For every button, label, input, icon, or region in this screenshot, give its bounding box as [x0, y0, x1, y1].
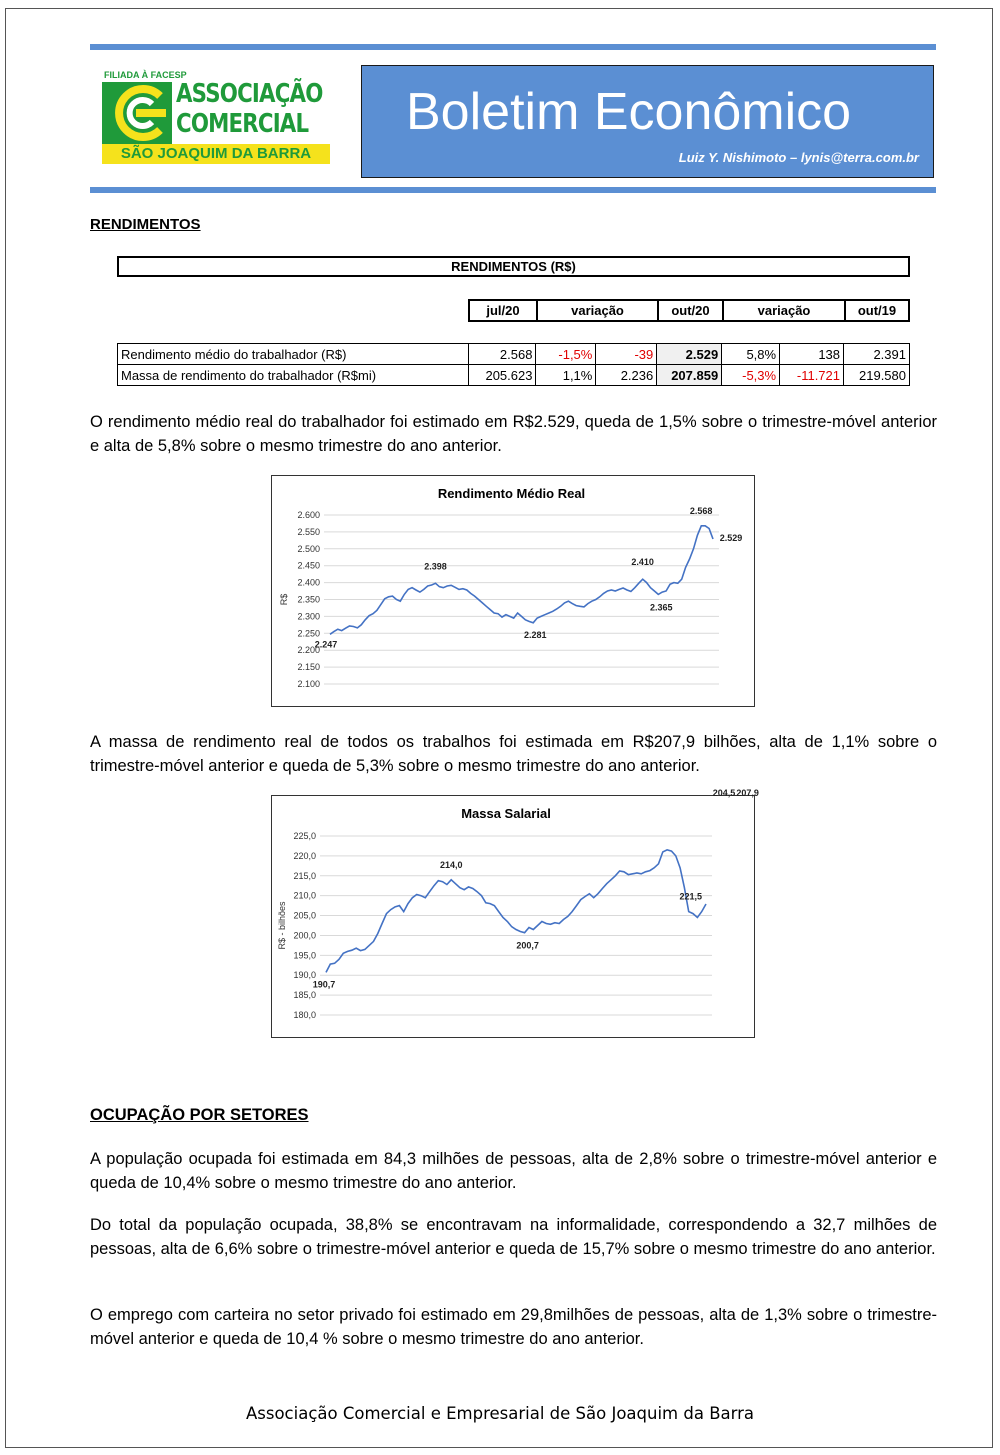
- y-tick-label: 205,0: [293, 910, 316, 921]
- page-title: Boletim Econômico: [406, 83, 852, 141]
- chart-svg: [272, 788, 759, 1037]
- chart-svg: [272, 476, 754, 706]
- data-label: 2.365: [650, 602, 673, 613]
- data-label: 214,0: [439, 859, 463, 870]
- cell-var1-pct: 1,1%: [536, 365, 596, 386]
- cell-var2-pct: -5,3%: [722, 365, 780, 386]
- cell-var1-abs: -39: [596, 344, 657, 365]
- chart-rendimento-medio: [271, 475, 755, 707]
- logo-line1: ASSOCIAÇÃO: [176, 79, 323, 109]
- cell-out20: 2.529: [657, 344, 722, 365]
- y-tick-label: 190,0: [293, 970, 316, 981]
- row-label: Massa de rendimento do trabalhador (R$mi): [118, 365, 469, 386]
- chart-massa-salarial: [271, 788, 759, 1038]
- y-tick-label: 2.300: [297, 611, 320, 622]
- logo-line2: COMERCIAL: [176, 109, 309, 139]
- col-header-out20: out/20: [657, 299, 724, 322]
- col-header-jul20: jul/20: [468, 299, 538, 322]
- data-label: 204,5: [712, 788, 736, 798]
- data-label: 207,9: [736, 788, 759, 798]
- data-label: 2.281: [523, 629, 547, 640]
- y-tick-label: 220,0: [293, 850, 316, 861]
- table-title: RENDIMENTOS (R$): [117, 256, 910, 277]
- row-label: Rendimento médio do trabalhador (R$): [118, 344, 469, 365]
- cell-var1-abs: 2.236: [596, 365, 657, 386]
- series-line: [326, 850, 706, 973]
- cell-var2-pct: 5,8%: [722, 344, 780, 365]
- col-header-variacao-2: variação: [722, 299, 846, 322]
- cell-out19: 2.391: [844, 344, 910, 365]
- paragraph-populacao-ocupada: A população ocupada foi estimada em 84,3 milhões de pessoas, alta de 2,8% sobre o trimestre-móvel anterior e queda de 10,4% sobre o mesmo trimestre do ano anterior.: [90, 1150, 937, 1192]
- data-label: 2.247: [314, 639, 338, 650]
- y-tick-label: 180,0: [293, 1010, 316, 1020]
- table-row: [118, 344, 910, 365]
- top-rule: [90, 44, 936, 50]
- title-banner: [361, 65, 934, 178]
- cell-jul20: 205.623: [468, 365, 536, 386]
- cell-var2-abs: -11.721: [780, 365, 844, 386]
- footer: Associação Comercial e Empresarial de São Joaquim da Barra: [245, 1404, 755, 1423]
- data-label: 2.410: [631, 557, 654, 568]
- y-axis-label: R$ - bilhões: [277, 901, 287, 950]
- y-tick-label: 2.100: [297, 679, 320, 689]
- cell-out19: 219.580: [844, 365, 910, 386]
- series-line: [330, 526, 713, 635]
- y-tick-label: 2.400: [297, 577, 320, 588]
- y-tick-label: 2.550: [297, 526, 320, 537]
- cell-var2-abs: 138: [780, 344, 844, 365]
- y-tick-label: 2.500: [297, 543, 320, 554]
- logo-city: SÃO JOAQUIM DA BARRA: [102, 144, 330, 164]
- y-tick-label: 2.350: [297, 594, 320, 605]
- chart-title: Rendimento Médio Real: [437, 486, 586, 501]
- y-tick-label: 2.600: [297, 510, 320, 520]
- y-tick-label: 2.450: [297, 560, 320, 571]
- data-label: 200,7: [516, 940, 539, 951]
- section-heading-ocupacao: OCUPAÇÃO POR SETORES: [90, 1106, 309, 1124]
- paragraph-massa-rendimento: A massa de rendimento real de todos os trabalhos foi estimada em R$207,9 bilhões, alta de 1,1% sobre o trimestre-móvel anterior e queda de 5,3% sobre o mesmo trimestre do ano anterior.: [90, 733, 937, 775]
- cell-out20: 207.859: [657, 365, 722, 386]
- rendimentos-table: [117, 343, 910, 386]
- logo: [100, 68, 332, 168]
- bottom-rule: [90, 187, 936, 193]
- paragraph-emprego-carteira: O emprego com carteira no setor privado foi estimado em 29,8milhões de pessoas, alta de 1,3% sobre o trimestre-móvel anterior e queda de 10,4 % sobre o mesmo trimestre do ano anterior.: [90, 1306, 937, 1348]
- paragraph-informalidade: Do total da população ocupada, 38,8% se encontravam na informalidade, correspondendo a 32,7 milhões de pessoas, alta de 6,6% sobre o trimestre-móvel anterior e queda de 15,7% sobre o mesmo trimestre do ano anterior.: [90, 1216, 937, 1258]
- y-tick-label: 195,0: [293, 950, 316, 961]
- section-heading-rendimentos: RENDIMENTOS: [90, 216, 201, 233]
- y-axis-label: R$: [279, 593, 289, 606]
- y-tick-label: 210,0: [293, 890, 316, 901]
- y-tick-label: 2.200: [297, 645, 320, 656]
- col-header-out19: out/19: [844, 299, 910, 322]
- y-tick-label: 225,0: [293, 831, 316, 841]
- paragraph-rendimento-medio: O rendimento médio real do trabalhador foi estimado em R$2.529, queda de 1,5% sobre o trimestre-móvel anterior e alta de 5,8% sobre o mesmo trimestre do ano anterior.: [90, 413, 937, 455]
- cell-var1-pct: -1,5%: [536, 344, 596, 365]
- data-label: 2.398: [424, 561, 447, 572]
- data-label: 2.529: [719, 532, 743, 543]
- logo-affiliation: FILIADA À FACESP: [104, 70, 187, 80]
- col-header-variacao-1: variação: [536, 299, 659, 322]
- cell-jul20: 2.568: [468, 344, 536, 365]
- table-row: [118, 365, 910, 386]
- data-label: 2.568: [689, 505, 713, 516]
- data-label: 221,5: [679, 891, 702, 902]
- y-tick-label: 185,0: [293, 990, 316, 1001]
- y-tick-label: 2.150: [297, 662, 320, 673]
- logo-emblem-icon: [102, 82, 172, 144]
- data-label: 190,7: [312, 979, 336, 990]
- y-tick-label: 215,0: [293, 870, 316, 881]
- y-tick-label: 200,0: [293, 930, 316, 941]
- y-tick-label: 2.250: [297, 628, 320, 639]
- chart-title: Massa Salarial: [461, 806, 551, 821]
- author-line: Luiz Y. Nishimoto – lynis@terra.com.br: [678, 150, 919, 165]
